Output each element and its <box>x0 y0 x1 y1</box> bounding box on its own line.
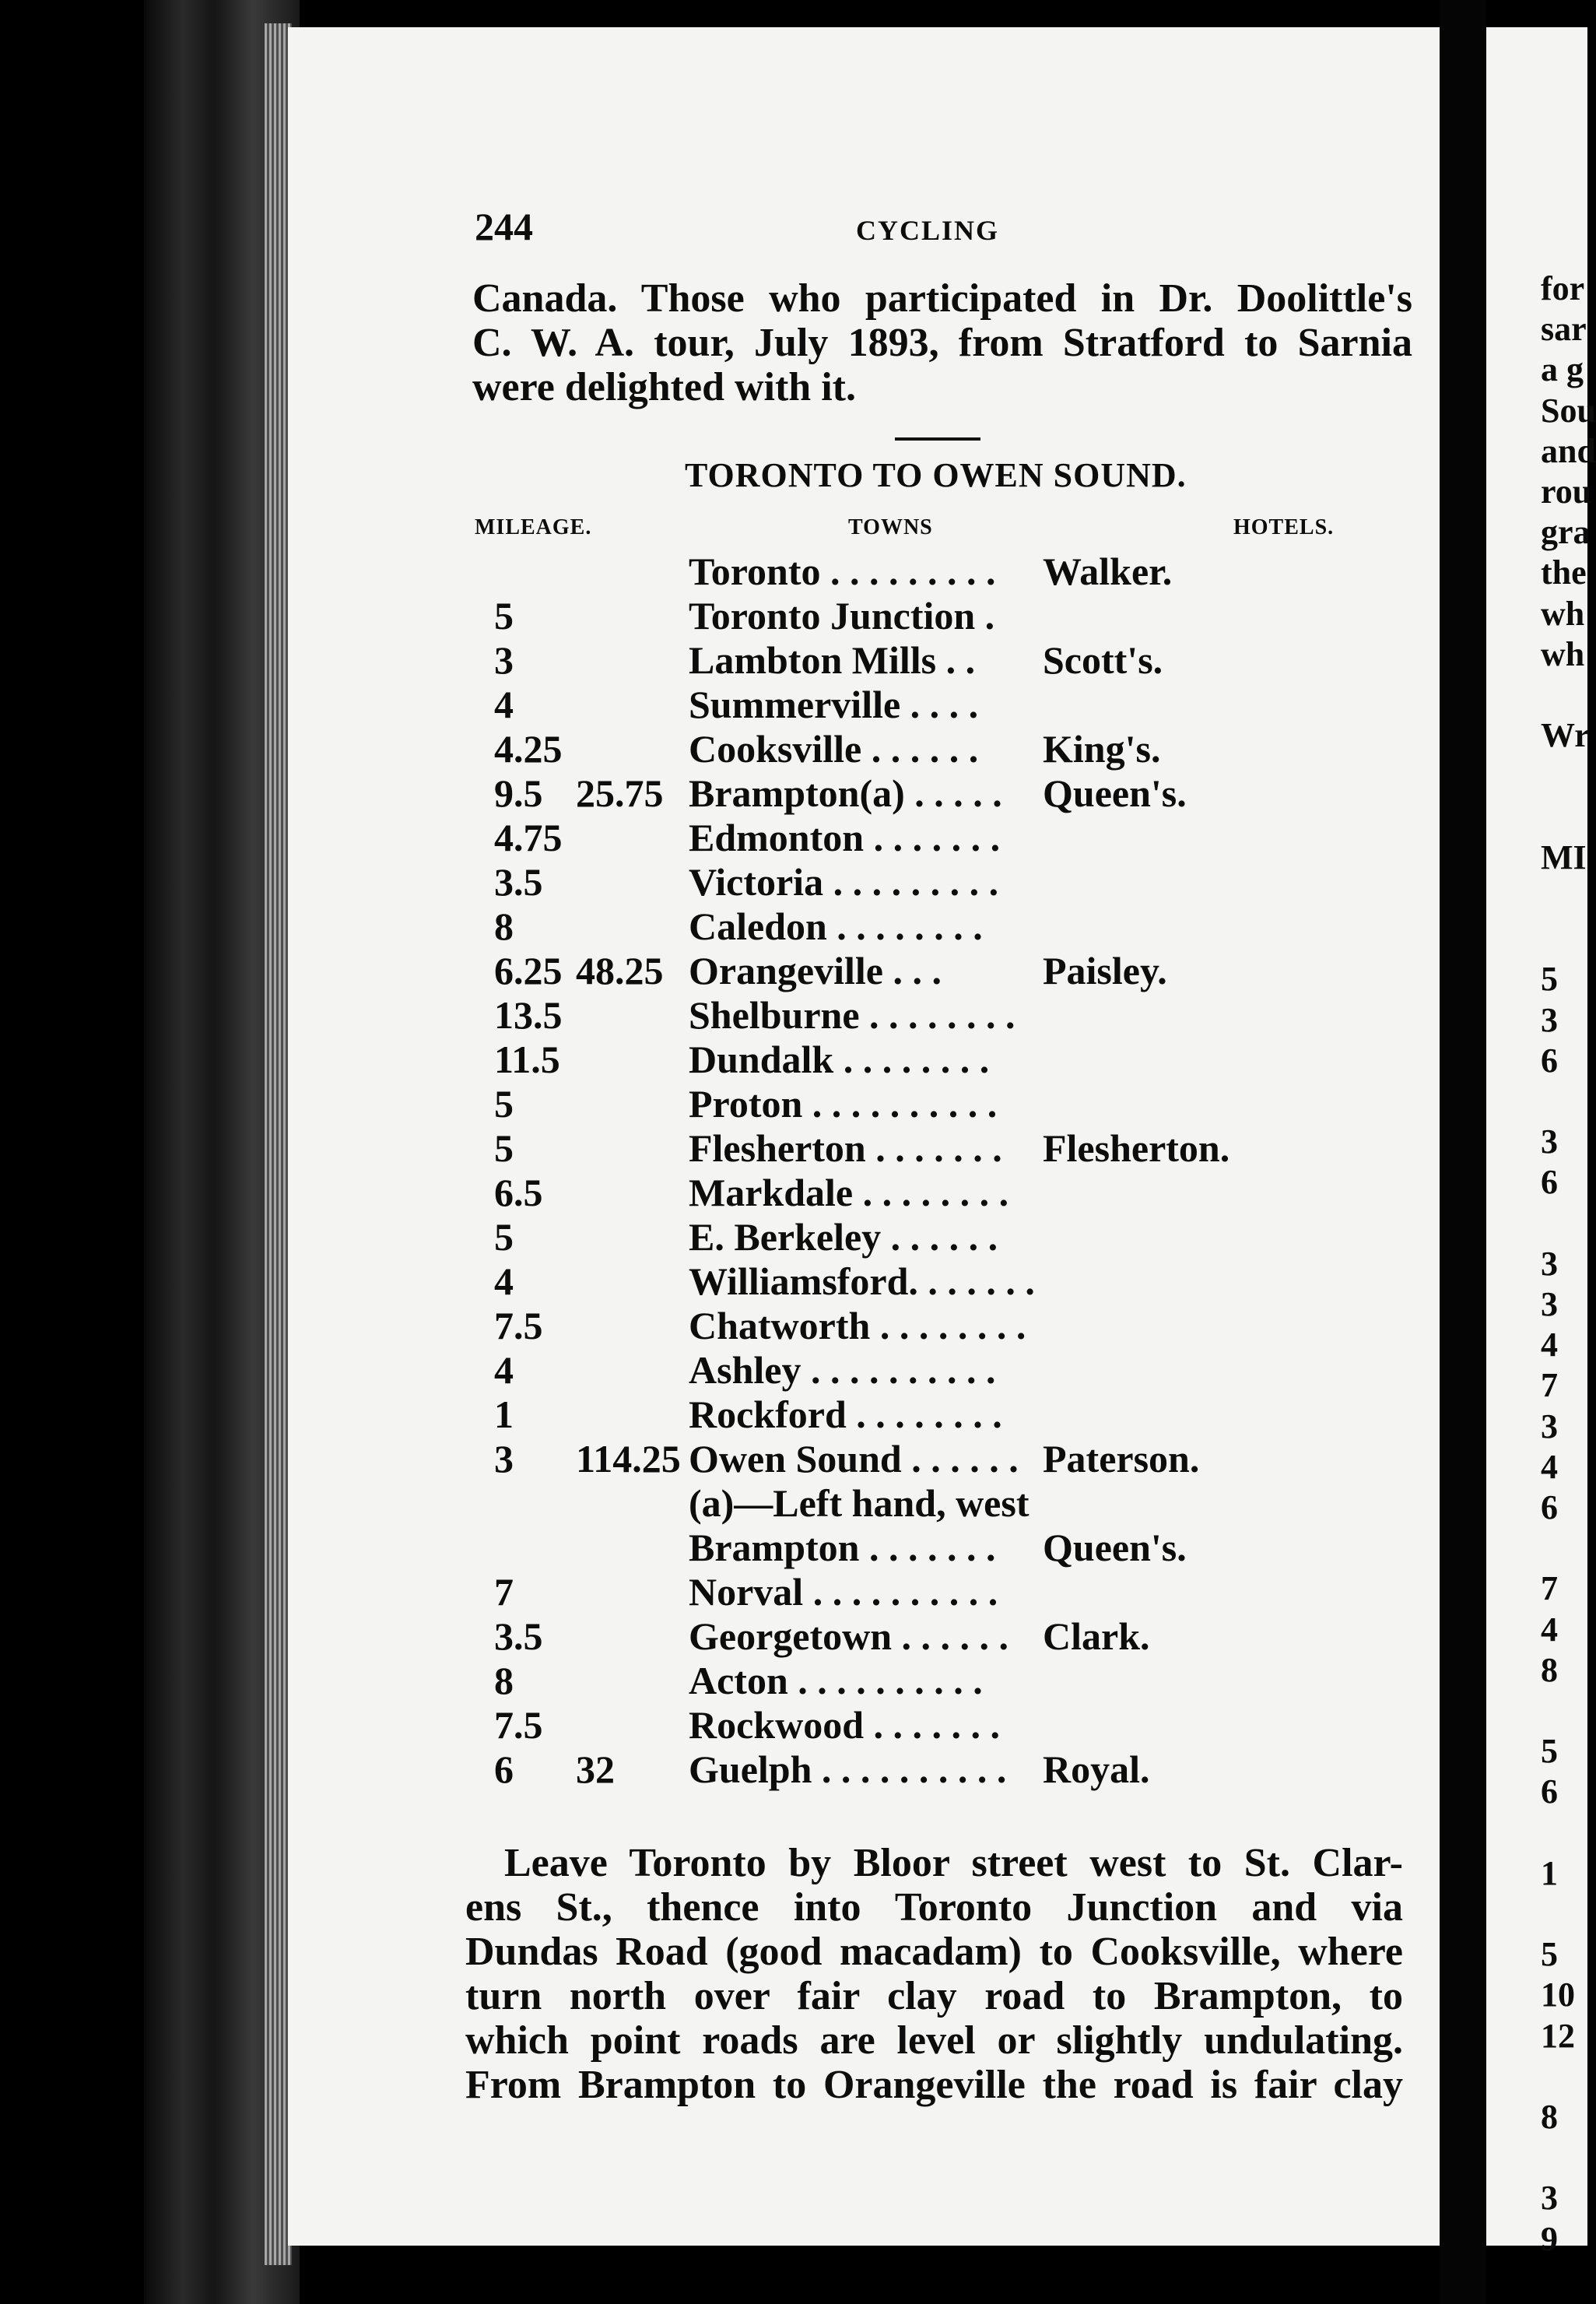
mileage-cell: 6.25 <box>494 949 563 992</box>
table-row <box>0 1658 1587 1702</box>
table-row <box>0 549 1587 592</box>
facing-page-text: for <box>1541 269 1585 307</box>
table-row <box>0 1614 1587 1657</box>
facing-page-text: wh <box>1541 594 1585 633</box>
mileage-cell: 4 <box>494 1259 514 1303</box>
mileage-cell: 1 <box>494 1393 514 1436</box>
facing-page-text: 8 <box>1541 2098 1558 2136</box>
facing-page-text: gra <box>1541 513 1591 552</box>
facing-page-text: the <box>1541 553 1587 592</box>
hotel-cell: Flesherton. <box>1043 1126 1230 1170</box>
hotel-cell: King's. <box>1043 727 1161 771</box>
hotel-cell: Paterson. <box>1043 1437 1200 1480</box>
facing-page-text: 10 <box>1541 1976 1575 2014</box>
table-row <box>0 1436 1587 1480</box>
town-cell: Acton . . . . . . . . . . <box>689 1659 983 1702</box>
facing-page-text: Sou <box>1541 391 1596 430</box>
text-line: C. W. A. tour, July 1893, from Stratford to Sarnia <box>472 321 1412 365</box>
facing-page-text: 5 <box>1541 1935 1558 1974</box>
facing-page-text: 9 <box>1541 2219 1558 2258</box>
facing-page-text: 6 <box>1541 1488 1558 1526</box>
cumulative-mileage-cell: 25.75 <box>576 771 664 815</box>
mileage-cell: 5 <box>494 1215 514 1259</box>
town-cell: Orangeville . . . <box>689 949 942 992</box>
text-line: Canada. Those who participated in Dr. Doolittle's <box>472 276 1412 321</box>
town-cell: Proton . . . . . . . . . . <box>689 1082 998 1126</box>
town-cell: Edmonton . . . . . . . <box>689 816 1001 859</box>
town-cell: Shelburne . . . . . . . . <box>689 993 1015 1037</box>
cumulative-mileage-cell: 114.25 <box>576 1437 681 1480</box>
facing-page-text: a g <box>1541 350 1584 389</box>
facing-page-text: 12 <box>1541 2016 1575 2055</box>
table-row <box>0 1569 1587 1613</box>
town-cell: Victoria . . . . . . . . . <box>689 860 999 904</box>
column-header-mileage: MILEAGE. <box>475 515 592 539</box>
table-row <box>0 1170 1587 1213</box>
facing-page-text: and <box>1541 431 1596 470</box>
table-row <box>0 1037 1587 1080</box>
mileage-cell: 4 <box>494 683 514 726</box>
table-row <box>0 904 1587 947</box>
town-cell: Cooksville . . . . . . <box>689 727 979 771</box>
mileage-cell: 3.5 <box>494 860 543 904</box>
town-cell: Rockford . . . . . . . . <box>689 1393 1002 1436</box>
town-cell: Dundalk . . . . . . . . <box>689 1038 990 1081</box>
town-cell: Chatworth . . . . . . . . <box>689 1304 1026 1347</box>
facing-page-text: 3 <box>1541 1244 1558 1283</box>
facing-page-text: 8 <box>1541 1650 1558 1689</box>
mileage-cell: 5 <box>494 1126 514 1170</box>
facing-page-text: 5 <box>1541 960 1558 999</box>
hotel-cell: Paisley. <box>1043 949 1167 992</box>
text-line: Dundas Road (good macadam) to Cooksville, where <box>465 1930 1403 1974</box>
facing-page-text: 5 <box>1541 1732 1558 1771</box>
facing-page-text: 3 <box>1541 1407 1558 1445</box>
running-title: CYCLING <box>856 215 1000 246</box>
mileage-cell: 4 <box>494 1348 514 1392</box>
facing-page-text: 1 <box>1541 1853 1558 1892</box>
hotel-cell: Queen's. <box>1043 771 1187 815</box>
table-row <box>0 1392 1587 1435</box>
table-row <box>0 1303 1587 1347</box>
column-header-towns: TOWNS <box>848 515 933 539</box>
town-cell: Markdale . . . . . . . . <box>689 1171 1009 1214</box>
town-cell: Guelph . . . . . . . . . . <box>689 1747 1007 1791</box>
table-row <box>0 682 1587 725</box>
facing-page-text: MI <box>1541 838 1587 876</box>
town-cell: Toronto . . . . . . . . . <box>689 550 996 593</box>
mileage-cell: 7 <box>494 1570 514 1614</box>
cumulative-mileage-cell: 32 <box>576 1747 615 1791</box>
facing-page-text: wh <box>1541 634 1585 673</box>
town-cell: E. Berkeley . . . . . . <box>689 1215 998 1259</box>
table-row <box>0 859 1587 903</box>
section-rule <box>895 437 980 441</box>
facing-page-text: 3 <box>1541 1122 1558 1161</box>
facing-page-text: 4 <box>1541 1610 1558 1649</box>
text-line: ens St., thence into Toronto Junction and via <box>465 1885 1403 1930</box>
closing-paragraph <box>465 1841 1403 2107</box>
facing-page-text: 3 <box>1541 1000 1558 1039</box>
hotel-cell: Royal. <box>1043 1747 1150 1791</box>
facing-page-text: 6 <box>1541 1163 1558 1202</box>
town-cell: Georgetown . . . . . . <box>689 1614 1009 1658</box>
facing-page-text: 4 <box>1541 1447 1558 1486</box>
table-row <box>0 1747 1587 1790</box>
table-row <box>0 1214 1587 1258</box>
town-cell: Owen Sound . . . . . . <box>689 1437 1019 1480</box>
facing-page-text: sar <box>1541 310 1587 349</box>
town-cell: Williamsford. . . . . . . <box>689 1259 1035 1303</box>
mileage-cell: 7.5 <box>494 1304 543 1347</box>
table-row <box>0 1347 1587 1391</box>
hotel-cell: Walker. <box>1043 550 1173 593</box>
mileage-cell: 3 <box>494 638 514 682</box>
table-row <box>0 815 1587 859</box>
town-cell: Toronto Junction . <box>689 594 995 637</box>
table-row <box>0 1081 1587 1125</box>
mileage-cell: 6 <box>494 1747 514 1791</box>
hotel-cell: Scott's. <box>1043 638 1163 682</box>
town-cell: Rockwood . . . . . . . <box>689 1703 1001 1747</box>
mileage-cell: 6.5 <box>494 1171 543 1214</box>
table-row <box>0 726 1587 770</box>
table-row <box>0 1259 1587 1302</box>
mileage-cell: 11.5 <box>494 1038 560 1081</box>
town-cell: Lambton Mills . . <box>689 638 976 682</box>
mileage-cell: 9.5 <box>494 771 543 815</box>
town-cell: Norval . . . . . . . . . . <box>689 1570 998 1614</box>
table-row <box>0 1480 1587 1524</box>
facing-page-text: rou <box>1541 472 1592 511</box>
facing-page-text: 3 <box>1541 2179 1558 2218</box>
column-header-hotels: HOTELS. <box>1233 515 1335 539</box>
table-row <box>0 1525 1587 1568</box>
table-row <box>0 948 1587 992</box>
hotel-cell: Clark. <box>1043 1614 1150 1658</box>
mileage-cell: 13.5 <box>494 993 563 1037</box>
intro-paragraph <box>472 276 1412 409</box>
facing-page-text: Wr <box>1541 716 1590 755</box>
mileage-cell: 3.5 <box>494 1614 543 1658</box>
mileage-cell: 5 <box>494 594 514 637</box>
text-line: turn north over fair clay road to Brampton, to <box>465 1974 1403 2018</box>
table-row <box>0 637 1587 681</box>
table-row <box>0 992 1587 1036</box>
text-line: Leave Toronto by Bloor street west to St. Clar- <box>504 1841 1403 1885</box>
facing-page-text: 3 <box>1541 1285 1558 1323</box>
facing-page-text: 7 <box>1541 1366 1558 1405</box>
town-cell: Brampton(a) . . . . . <box>689 771 1002 815</box>
mileage-cell: 8 <box>494 1659 514 1702</box>
town-cell: (a)—Left hand, west <box>689 1481 1030 1525</box>
table-row <box>0 593 1587 637</box>
text-line: were delighted with it. <box>472 365 856 409</box>
mileage-cell: 8 <box>494 904 514 948</box>
town-cell: Caledon . . . . . . . . <box>689 904 983 948</box>
facing-page-text: 6 <box>1541 1041 1558 1080</box>
table-row <box>0 1702 1587 1746</box>
town-cell: Flesherton . . . . . . . <box>689 1126 1002 1170</box>
town-cell: Summerville . . . . <box>689 683 979 726</box>
mileage-cell: 4.75 <box>494 816 563 859</box>
text-line: which point roads are level or slightly undulating. <box>465 2018 1403 2063</box>
town-cell: Ashley . . . . . . . . . . <box>689 1348 996 1392</box>
mileage-cell: 5 <box>494 1082 514 1126</box>
text-line: From Brampton to Orangeville the road is fair clay <box>465 2063 1403 2107</box>
facing-page-text: 4 <box>1541 1326 1558 1364</box>
table-title: TORONTO TO OWEN SOUND. <box>685 456 1187 494</box>
town-cell: Brampton . . . . . . . <box>689 1526 996 1569</box>
facing-page-text: 7 <box>1541 1569 1558 1608</box>
table-row <box>0 1126 1587 1169</box>
mileage-cell: 4.25 <box>494 727 563 771</box>
mileage-cell: 3 <box>494 1437 514 1480</box>
mileage-cell: 7.5 <box>494 1703 543 1747</box>
table-row <box>0 771 1587 814</box>
facing-page-text: 6 <box>1541 1772 1558 1811</box>
cumulative-mileage-cell: 48.25 <box>576 949 664 992</box>
page-number: 244 <box>475 205 533 248</box>
hotel-cell: Queen's. <box>1043 1526 1187 1569</box>
